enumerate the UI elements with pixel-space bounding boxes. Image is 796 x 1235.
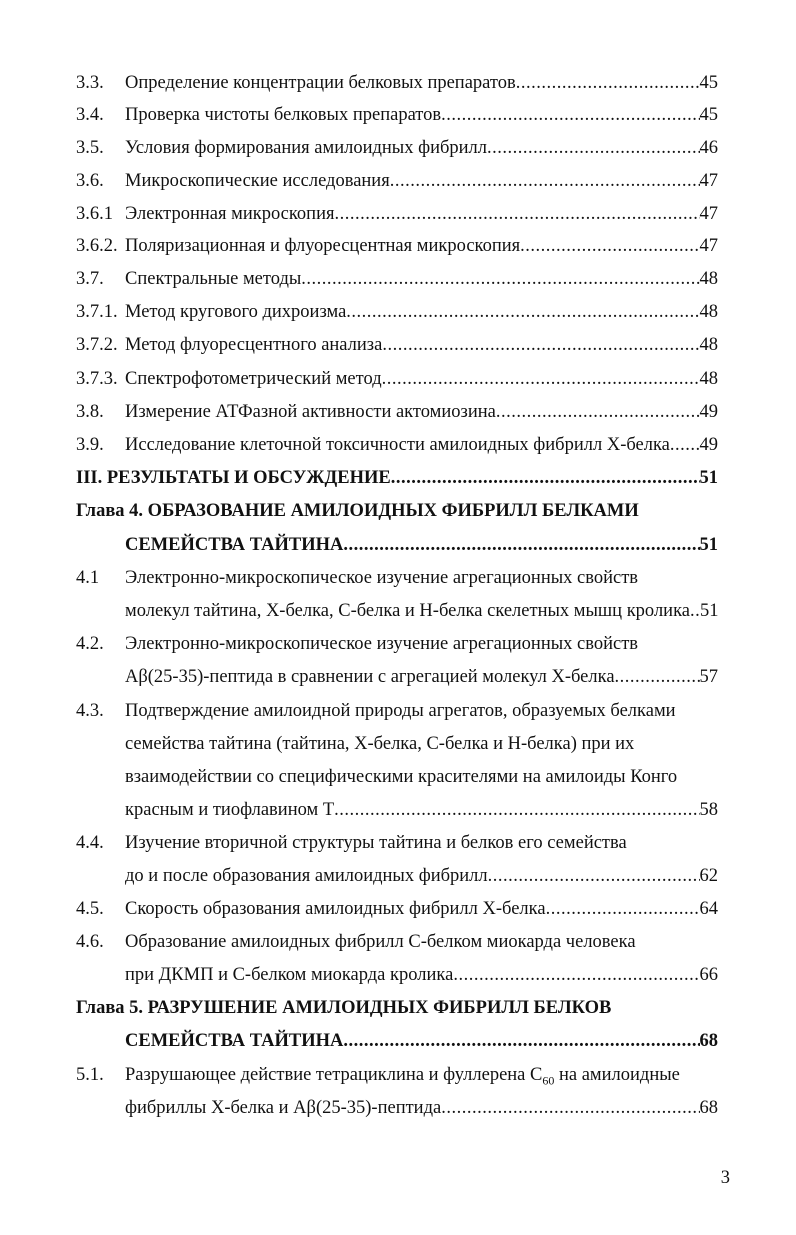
toc-entry-3-6[interactable] [76, 168, 718, 194]
toc-title: Глава 5. РАЗРУШЕНИЕ АМИЛОИДНЫХ ФИБРИЛЛ БЕЛКОВ [76, 998, 612, 1018]
toc-number: 3.6.1 [76, 204, 113, 224]
toc-leader [488, 863, 700, 889]
toc-leader [453, 962, 699, 988]
toc-number: 3.3. [76, 73, 104, 93]
toc-number: 3.4. [76, 105, 104, 125]
toc-page: 48 [699, 335, 718, 355]
toc-title-cont: при ДКМП и С-белком миокарда кролика [125, 965, 454, 985]
toc-entry-3-7-2[interactable] [76, 332, 718, 358]
toc-title: Метод флуоресцентного анализа [125, 335, 383, 355]
toc-title: Микроскопические исследования [125, 171, 390, 191]
toc-title: Образование амилоидных фибрилл С-белком миокарда человека [125, 932, 636, 952]
toc-title: Метод кругового дихроизма [125, 302, 347, 322]
toc-entry-4-5[interactable] [76, 896, 718, 922]
toc-leader [382, 366, 700, 392]
toc-number: 4.6. [76, 932, 104, 952]
toc-entry-4-6[interactable] [125, 962, 718, 988]
toc-leader [690, 598, 700, 624]
toc-page: 68 [699, 1098, 718, 1118]
toc-page: 46 [699, 138, 718, 158]
toc-title: Проверка чистоты белковых препаратов [125, 105, 442, 125]
toc-page: 64 [699, 899, 718, 919]
toc-entry-4-4[interactable] [125, 863, 718, 889]
toc-leader [343, 532, 699, 558]
toc-entry-3-4[interactable] [76, 102, 718, 128]
toc-page: 47 [699, 171, 718, 191]
toc-title-cont: семейства тайтина (тайтина, Х-белка, С-белка и Н-белка) при их [125, 734, 635, 754]
toc-entry-3-9[interactable] [76, 432, 718, 458]
toc-title-subscript: 60 [542, 1073, 555, 1088]
toc-entry-5-1-line1[interactable] [76, 1062, 718, 1088]
toc-entry-4-2[interactable] [125, 664, 718, 690]
toc-leader [615, 664, 700, 690]
toc-page: 48 [699, 269, 718, 289]
toc-entry-3-7[interactable] [76, 266, 718, 292]
toc-leader [343, 1028, 699, 1054]
toc-entry-4-6-line1[interactable] [76, 929, 718, 955]
toc-leader [487, 135, 699, 161]
toc-page: 48 [699, 369, 718, 389]
toc-page: 49 [699, 402, 718, 422]
toc-title: Глава 4. ОБРАЗОВАНИЕ АМИЛОИДНЫХ ФИБРИЛЛ БЕЛКАМИ [76, 501, 639, 521]
toc-page: 58 [699, 800, 718, 820]
toc-title: Поляризационная и флуоресцентная микроскопия [125, 236, 521, 256]
toc-title: Измерение АТФазной активности актомиозина [125, 402, 496, 422]
toc-title: Электронно-микроскопическое изучение агрегационных свойств [125, 568, 639, 588]
toc-page: 45 [699, 73, 718, 93]
toc-entry-4-1[interactable] [125, 598, 718, 624]
toc-number: 5.1. [76, 1065, 104, 1085]
toc-page: 48 [699, 302, 718, 322]
toc-title-part: на амилоидные [554, 1065, 680, 1085]
toc-chapter-5-heading[interactable] [76, 995, 718, 1021]
toc-title: Исследование клеточной токсичности амилоидных фибрилл Х-белка [125, 435, 670, 455]
toc-page: 66 [699, 965, 718, 985]
toc-leader [382, 332, 699, 358]
toc-title-cont: до и после образования амилоидных фибрилл [125, 866, 488, 886]
toc-title [125, 1062, 680, 1088]
toc-leader [441, 1095, 699, 1121]
toc-leader [441, 102, 699, 128]
toc-entry-3-6-1[interactable] [76, 201, 718, 227]
toc-entry-3-3[interactable] [76, 70, 718, 96]
toc-leader [390, 168, 700, 194]
toc-number: 4.1 [76, 568, 100, 588]
toc-leader [516, 70, 700, 96]
toc-page: 51 [700, 601, 719, 621]
toc-page: 62 [699, 866, 718, 886]
toc-leader [301, 266, 699, 292]
toc-page: 47 [699, 236, 718, 256]
toc-leader [670, 432, 700, 458]
toc-entry-3-7-1[interactable] [76, 299, 718, 325]
toc-leader [334, 797, 699, 823]
toc-chapter-4-heading[interactable] [76, 498, 718, 524]
toc-number: 4.3. [76, 701, 104, 721]
toc-entry-4-3-line2[interactable] [125, 731, 718, 757]
toc-entry-4-1-line1[interactable] [76, 565, 718, 591]
toc-number: 3.7. [76, 269, 104, 289]
toc-page: 49 [699, 435, 718, 455]
toc-number: 3.9. [76, 435, 104, 455]
toc-entry-3-5[interactable] [76, 135, 718, 161]
toc-number: 3.6. [76, 171, 104, 191]
toc-page: 51 [699, 468, 718, 488]
toc-leader [496, 399, 700, 425]
toc-title-cont: взаимодействии со специфическими красителями на амилоиды Конго [125, 767, 678, 787]
toc-page: 51 [699, 535, 718, 555]
toc-number: 3.6.2. [76, 236, 118, 256]
toc-number: 4.5. [76, 899, 104, 919]
toc-number: 4.2. [76, 634, 104, 654]
toc-title: Спектральные методы [125, 269, 302, 289]
toc-title-cont: красным и тиофлавином Т [125, 800, 335, 820]
toc-number: 3.8. [76, 402, 104, 422]
toc-title-part: Разрушающее действие тетрациклина и фуллерена C [125, 1065, 543, 1085]
toc-chapter-4[interactable] [125, 532, 718, 558]
toc-number: 3.7.3. [76, 369, 118, 389]
toc-title-cont: СЕМЕЙСТВА ТАЙТИНА [125, 535, 344, 555]
toc-title: Изучение вторичной структуры тайтина и белков его семейства [125, 833, 627, 853]
toc-title-cont: СЕМЕЙСТВА ТАЙТИНА [125, 1031, 344, 1051]
toc-title: Электронная микроскопия [125, 204, 335, 224]
toc-title-cont: фибриллы Х-белка и Aβ(25-35)-пептида [125, 1098, 442, 1118]
toc-title: III. РЕЗУЛЬТАТЫ И ОБСУЖДЕНИЕ [76, 468, 391, 488]
toc-leader [546, 896, 700, 922]
toc-title: Спектрофотометрический метод [125, 369, 382, 389]
toc-entry-4-3-line1[interactable] [76, 698, 718, 724]
toc-title-cont: Aβ(25-35)-пептида в сравнении с агрегацией молекул Х-белка [125, 667, 615, 687]
toc-leader [391, 465, 700, 491]
toc-entry-3-6-2[interactable] [76, 233, 718, 259]
toc-entry-4-2-line1[interactable] [76, 631, 718, 657]
toc-page: 45 [699, 105, 718, 125]
toc-chapter-5[interactable] [125, 1028, 718, 1054]
toc-page: 47 [699, 204, 718, 224]
toc-number: 3.7.1. [76, 302, 118, 322]
toc-leader [520, 233, 699, 259]
toc-entry-3-8[interactable] [76, 399, 718, 425]
toc-number: 3.7.2. [76, 335, 118, 355]
toc-title: Подтверждение амилоидной природы агрегатов, образуемых белками [125, 701, 676, 721]
toc-number: 4.4. [76, 833, 104, 853]
toc-leader [335, 201, 700, 227]
toc-title: Электронно-микроскопическое изучение агрегационных свойств [125, 634, 639, 654]
toc-entry-3-7-3[interactable] [76, 366, 718, 392]
toc-entry-5-1[interactable] [125, 1095, 718, 1121]
toc-number: 3.5. [76, 138, 104, 158]
toc-leader [346, 299, 699, 325]
toc-title-cont: молекул тайтина, Х-белка, С-белка и Н-белка скелетных мышц кролика [125, 601, 690, 621]
toc-title: Определение концентрации белковых препаратов [125, 73, 516, 93]
page-number: 3 [720, 1168, 730, 1188]
toc-entry-4-3[interactable] [125, 797, 718, 823]
toc-title: Условия формирования амилоидных фибрилл [125, 138, 488, 158]
toc-title: Скорость образования амилоидных фибрилл Х-белка [125, 899, 546, 919]
toc-entry-4-3-line3[interactable] [125, 764, 718, 790]
toc-entry-4-4-line1[interactable] [76, 830, 718, 856]
toc-page: 57 [699, 667, 718, 687]
toc-part-3[interactable] [76, 465, 718, 491]
toc-page: 68 [699, 1031, 718, 1051]
